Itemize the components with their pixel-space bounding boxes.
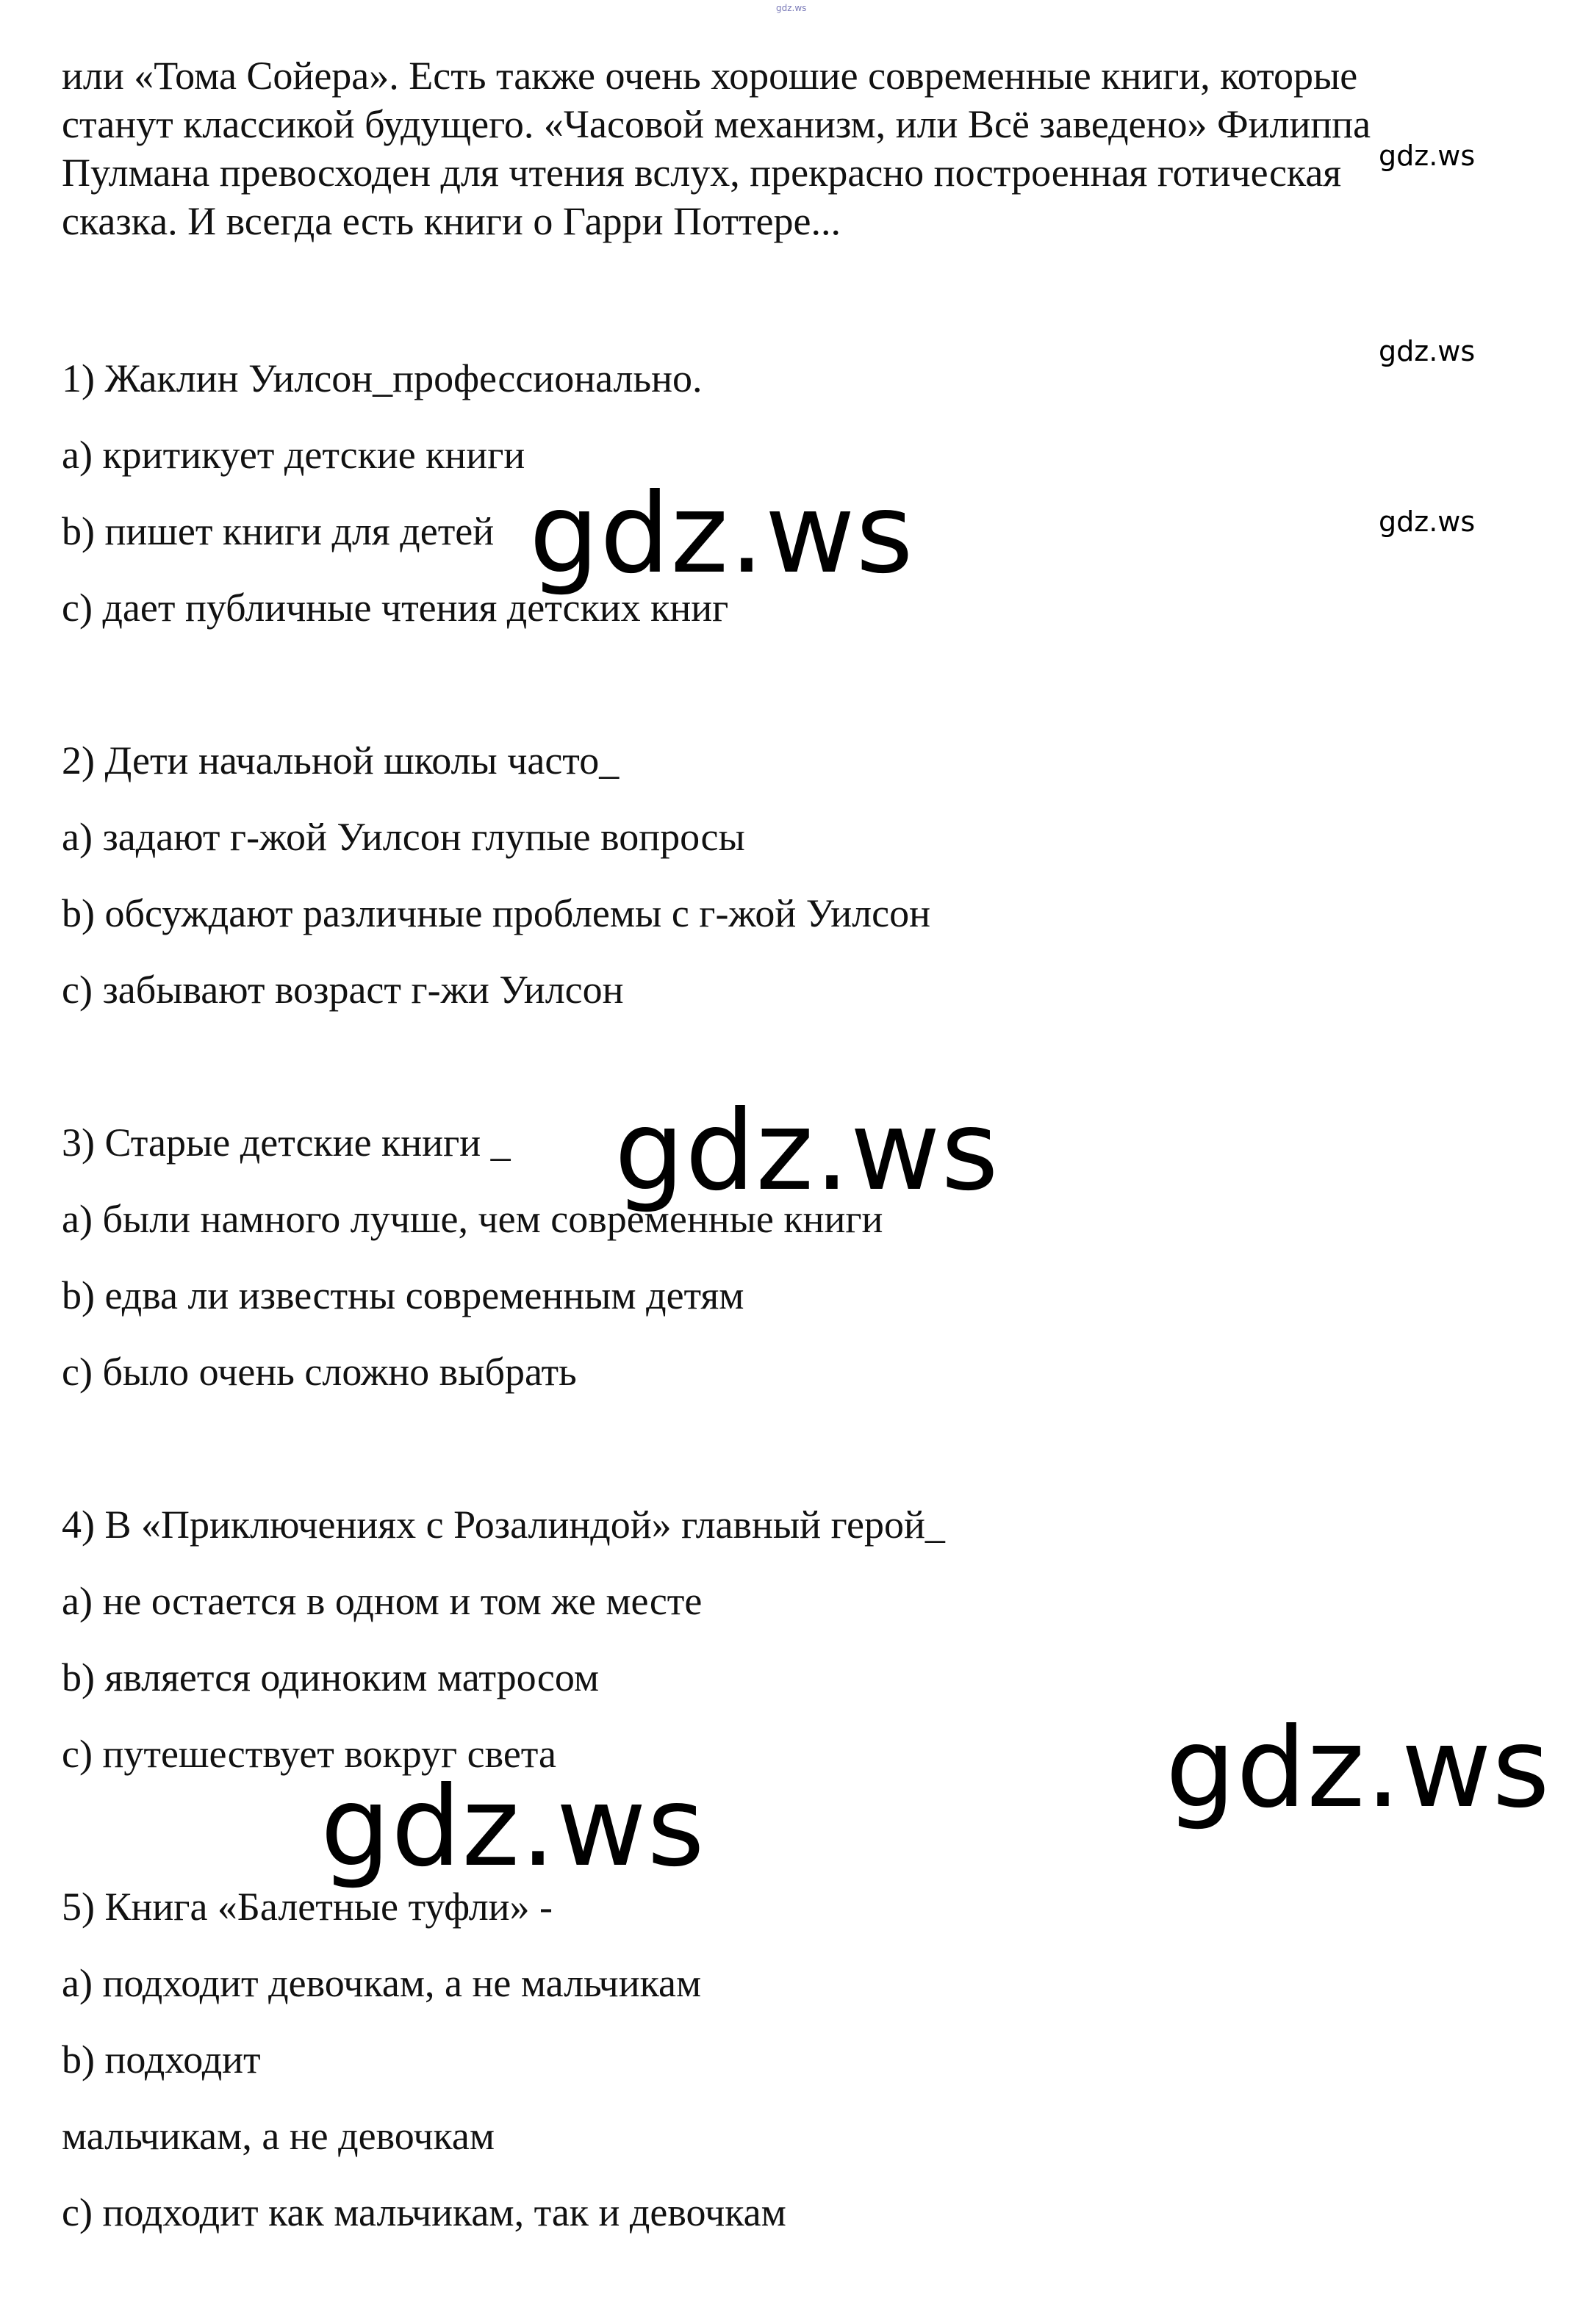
watermark-large: gdz.ws — [1166, 1705, 1551, 1832]
question-4-option-b: b) является одиноким матросом — [62, 1655, 600, 1699]
intro-line: или «Тома Сойера». Есть также очень хорошие современные книги, которые — [62, 54, 1358, 98]
question-1-option-c: c) дает публичные чтения детских книг — [62, 586, 729, 630]
question-1-option-a: a) критикует детские книги — [62, 433, 525, 477]
watermark-large: gdz.ws — [529, 470, 914, 598]
question-1-stem: 1) Жаклин Уилсон_профессионально. — [62, 356, 703, 400]
question-3-option-a: a) были намного лучше, чем современные книги — [62, 1197, 883, 1241]
question-3-option-c: c) было очень сложно выбрать — [62, 1350, 577, 1394]
question-4-option-a: a) не остается в одном и том же месте — [62, 1579, 703, 1623]
question-5-option-a: a) подходит девочкам, а не мальчикам — [62, 1961, 702, 2005]
intro-paragraph — [62, 51, 1524, 245]
question-3-option-b: b) едва ли известны современным детям — [62, 1273, 744, 1317]
question-5-stem: 5) Книга «Балетные туфли» - — [62, 1885, 553, 1929]
question-4-option-c: c) путешествует вокруг света — [62, 1732, 557, 1776]
intro-line: сказка. И всегда есть книги о Гарри Поттере... — [62, 199, 841, 243]
watermark-tiny: gdz.ws — [776, 3, 807, 13]
intro-line: Пулмана превосходен для чтения вслух, прекрасно построенная готическая — [62, 151, 1342, 195]
watermark-small: gdz.ws — [1379, 335, 1476, 367]
question-2-option-b: b) обсуждают различные проблемы с г-жой Уилсон — [62, 891, 930, 935]
watermark-small: gdz.ws — [1379, 506, 1476, 538]
question-4-stem: 4) В «Приключениях с Розалиндой» главный герой_ — [62, 1503, 945, 1547]
question-5-option-c: c) подходит как мальчикам, так и девочкам — [62, 2190, 786, 2234]
watermark-small: gdz.ws — [1379, 140, 1476, 172]
question-1-option-b: b) пишет книги для детей — [62, 509, 495, 553]
question-3-stem: 3) Старые детские книги _ — [62, 1120, 511, 1165]
question-2-stem: 2) Дети начальной школы часто_ — [62, 738, 620, 783]
intro-line: станут классикой будущего. «Часовой механизм, или Всё заведено» Филиппа — [62, 102, 1371, 146]
question-2-option-c: c) забывают возраст г-жи Уилсон — [62, 968, 624, 1012]
watermark-large: gdz.ws — [320, 1763, 705, 1891]
question-5-option-b-continued: мальчикам, а не девочкам — [62, 2114, 495, 2158]
question-5-option-b: b) подходит — [62, 2037, 261, 2082]
question-2-option-a: a) задают г-жой Уилсон глупые вопросы — [62, 815, 745, 859]
watermark-large: gdz.ws — [614, 1087, 999, 1215]
